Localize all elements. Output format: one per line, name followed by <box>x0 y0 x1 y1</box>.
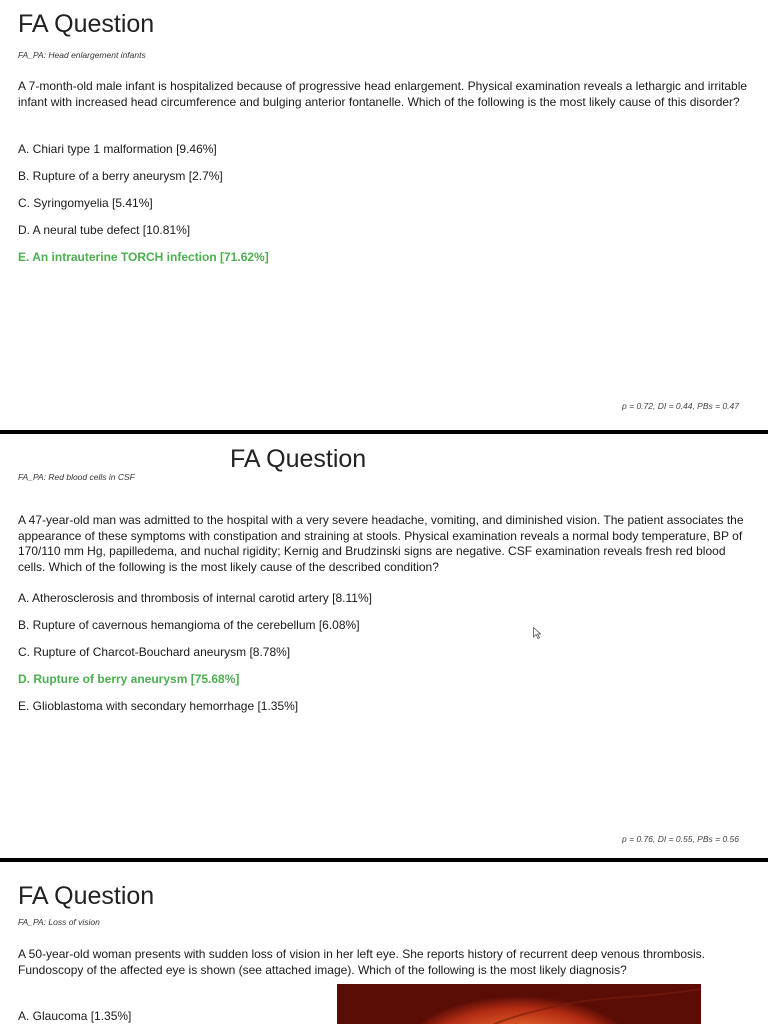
question-stem: A 47-year-old man was admitted to the hospital with a very severe headache, vomiting, and diminished vision. The patient associates the appearance of these symptoms with constipation and straining at stools. Physical examination reveals a normal body temperature, BP of 170/110 mm Hg, papilledema, and nuchal rigidity; Kernig and Brudzinski signs are negative. CSF examination reveals fresh red blood cells. Which of the following is the most likely cause of the described condition? <box>18 513 744 574</box>
question-slide-1 <box>0 0 768 430</box>
answer-option-b[interactable]: B. Rupture of a berry aneurysm [2.7%] <box>18 169 223 183</box>
slide-title: FA Question <box>230 445 367 473</box>
answer-option-e-correct[interactable]: E. An intrauterine TORCH infection [71.62%] <box>18 250 269 264</box>
retinal-vessels-icon <box>337 984 701 1024</box>
question-slide-3 <box>0 862 768 1024</box>
mouse-cursor-icon <box>533 627 541 639</box>
answer-option-a[interactable]: A. Glaucoma [1.35%] <box>18 1009 132 1023</box>
answer-option-e[interactable]: E. Glioblastoma with secondary hemorrhage [1.35%] <box>18 699 299 713</box>
item-statistics: p = 0.72, DI = 0.44, PBs = 0.47 <box>622 401 739 411</box>
answer-option-a[interactable]: A. Chiari type 1 malformation [9.46%] <box>18 142 217 156</box>
slide-title: FA Question <box>18 882 155 910</box>
fundoscopy-image <box>337 984 701 1024</box>
answer-option-c[interactable]: C. Rupture of Charcot-Bouchard aneurysm [8.78%] <box>18 645 291 659</box>
topic-tag: FA_PA: Red blood cells in CSF <box>18 472 135 482</box>
answer-option-b[interactable]: B. Rupture of cavernous hemangioma of the cerebellum [6.08%] <box>18 618 360 632</box>
answer-option-d-correct[interactable]: D. Rupture of berry aneurysm [75.68%] <box>18 672 240 686</box>
answer-option-c[interactable]: C. Syringomyelia [5.41%] <box>18 196 153 210</box>
answer-option-a[interactable]: A. Atherosclerosis and thrombosis of internal carotid artery [8.11%] <box>18 591 372 605</box>
question-slide-2 <box>0 434 768 858</box>
topic-tag: FA_PA: Loss of vision <box>18 917 100 927</box>
question-stem: A 7-month-old male infant is hospitalized because of progressive head enlargement. Physical examination reveals a lethargic and irritable infant with increased head circumference and bulging anterior fontanelle. Which of the following is the most likely cause of this disorder? <box>18 79 748 109</box>
question-stem: A 50-year-old woman presents with sudden loss of vision in her left eye. She reports history of recurrent deep venous thrombosis. Fundoscopy of the affected eye is shown (see attached image). Which of the following is the most likely diagnosis? <box>18 947 706 977</box>
item-statistics: p = 0.76, DI = 0.55, PBs = 0.56 <box>622 834 739 844</box>
answer-option-d[interactable]: D. A neural tube defect [10.81%] <box>18 223 191 237</box>
slide-title: FA Question <box>18 10 155 38</box>
topic-tag: FA_PA: Head enlargement infants <box>18 50 146 60</box>
